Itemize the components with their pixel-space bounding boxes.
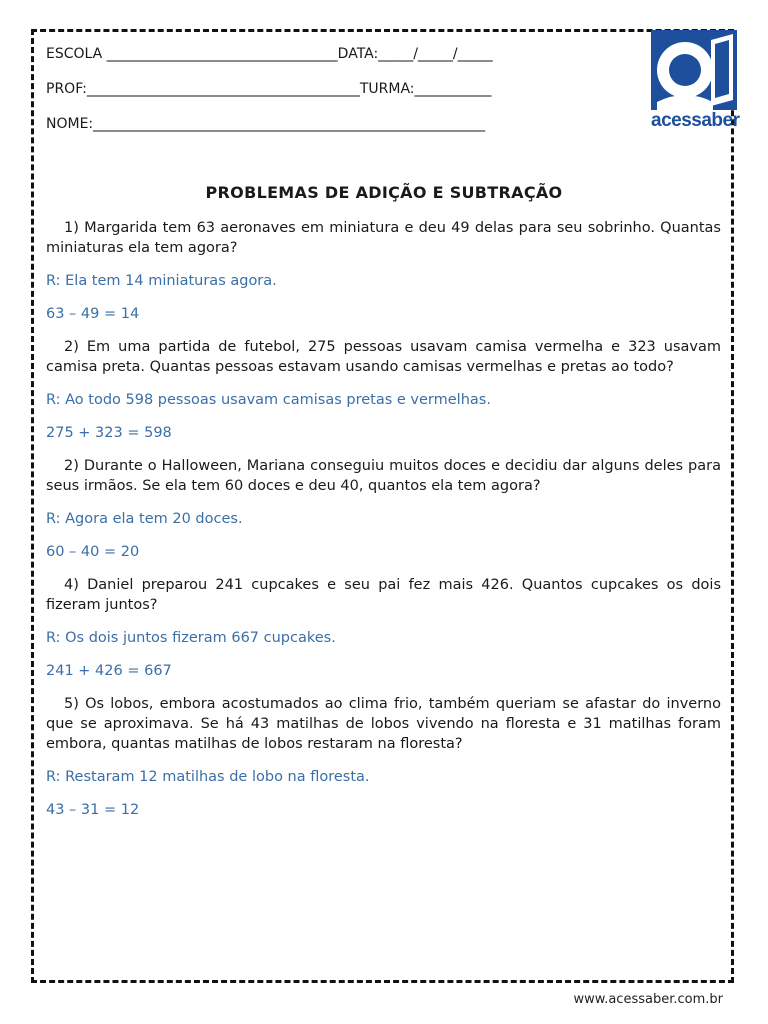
- calculation: 60 – 40 = 20: [46, 544, 140, 560]
- question: 1) Margarida tem 63 aeronaves em miniatura e deu 49 delas para seu sobrinho. Quantas miniaturas ela tem agora?: [46, 220, 721, 256]
- problem-3: [46, 456, 721, 562]
- problem-2: [46, 337, 721, 443]
- answer: R: Ela tem 14 miniaturas agora.: [46, 273, 277, 289]
- calculation: 43 – 31 = 12: [46, 802, 140, 818]
- acessaber-logo: [651, 30, 740, 131]
- problem-1: [46, 218, 721, 324]
- question: 5) Os lobos, embora acostumados ao clima frio, também queriam se afastar do inverno que se aproximava. Se há 43 matilhas de lobos vivendo na floresta e 31 matilhas foram embora, quantas matilhas de lobos restaram na floresta?: [46, 696, 721, 752]
- logo-text: acessaber: [651, 110, 740, 131]
- calculation: 275 + 323 = 598: [46, 425, 172, 441]
- answer: R: Agora ela tem 20 doces.: [46, 511, 243, 527]
- question: 4) Daniel preparou 241 cupcakes e seu pai fez mais 426. Quantos cupcakes os dois fizeram juntos?: [46, 577, 721, 613]
- problem-4: [46, 575, 721, 681]
- answer: R: Ao todo 598 pessoas usavam camisas pretas e vermelhas.: [46, 392, 491, 408]
- question: 2) Em uma partida de futebol, 275 pessoas usavam camisa vermelha e 323 usavam camisa preta. Quantas pessoas estavam usando camisas vermelhas e pretas ao todo?: [46, 339, 721, 375]
- calculation: 63 – 49 = 14: [46, 306, 140, 322]
- problems-list: [46, 218, 721, 833]
- school-field: ESCOLA _________________________________DATA:_____/_____/_____: [46, 46, 493, 62]
- footer-url: www.acessaber.com.br: [573, 992, 723, 1007]
- page-title: PROBLEMAS DE ADIÇÃO E SUBTRAÇÃO: [205, 183, 563, 202]
- problem-5: [46, 694, 721, 820]
- calculation: 241 + 426 = 667: [46, 663, 172, 679]
- answer: R: Restaram 12 matilhas de lobo na floresta.: [46, 769, 370, 785]
- logo-icon: [651, 30, 737, 110]
- teacher-field: PROF:_______________________________________TURMA:___________: [46, 81, 492, 97]
- answer: R: Os dois juntos fizeram 667 cupcakes.: [46, 630, 336, 646]
- question: 2) Durante o Halloween, Mariana conseguiu muitos doces e decidiu dar alguns deles para seus irmãos. Se ela tem 60 doces e deu 40, quantos ela tem agora?: [46, 458, 721, 494]
- name-field: NOME:________________________________________________________: [46, 116, 486, 132]
